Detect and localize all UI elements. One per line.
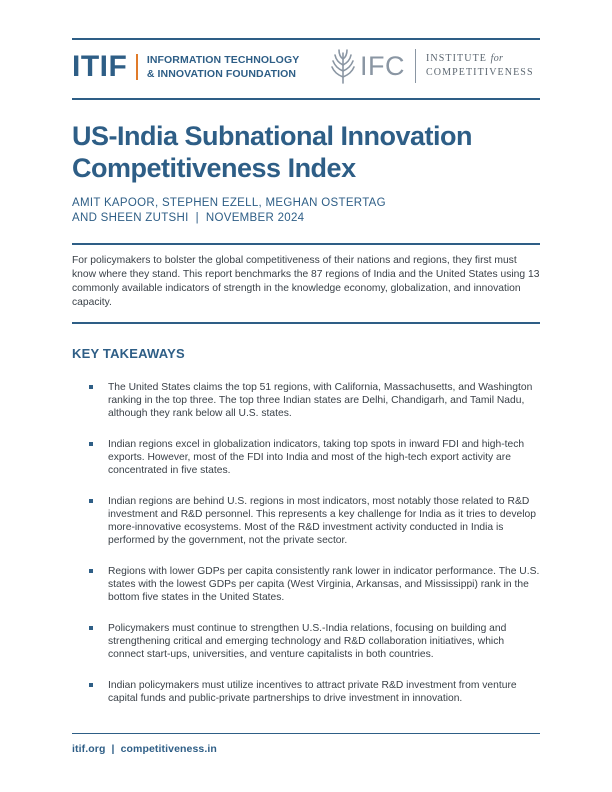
- ifc-full-name: [426, 52, 534, 80]
- takeaway-text: Regions with lower GDPs per capita consistently rank lower in indicator performance. The U.S. states with the lowest GDPs per capita (West Virginia, Arkansas, and Mississippi) rank in the bottom five states in the United States.: [108, 566, 540, 603]
- list-item: [72, 622, 540, 661]
- ifc-name-line1: [426, 52, 534, 66]
- wheat-leaf-icon: [330, 47, 356, 85]
- itif-logo-divider: [136, 54, 138, 80]
- itif-full-name: [147, 53, 300, 81]
- takeaway-text: Indian regions are behind U.S. regions in most indicators, most notably those related to R&D investment and R&D personnel. This represents a key challenge for India as it tries to develop more-innovative ecosystems. Most of the R&D investment activity conducted in India is performed by the government, not the private sector.: [108, 496, 536, 546]
- ifc-logo: [330, 46, 534, 86]
- itif-wordmark: ITIF: [72, 50, 128, 83]
- header-bottom-rule: [72, 98, 540, 100]
- square-bullet-icon: [89, 683, 93, 687]
- itif-name-line2: & INNOVATION FOUNDATION: [146, 68, 297, 80]
- square-bullet-icon: [89, 569, 93, 573]
- footer-rule: [72, 733, 540, 734]
- author-byline-line1: AMIT KAPOOR, STEPHEN EZELL, MEGHAN OSTERTAG: [72, 197, 386, 209]
- takeaway-text: Indian policymakers must utilize incentives to attract private R&D investment from venture capital funds and public-private partnerships to drive investment in innovation.: [108, 680, 517, 704]
- takeaway-text: The United States claims the top 51 regions, with California, Massachusetts, and Washington ranking in the top three. The top three Indian states are Delhi, Chandigarh, and Tamil Nadu, although they rank below all U.S. states.: [108, 382, 533, 419]
- author-byline-line2: AND SHEEN ZUTSHI | NOVEMBER 2024: [72, 212, 305, 224]
- report-title: [72, 120, 542, 184]
- takeaway-text: Indian regions excel in globalization indicators, taking top spots in inward FDI and high-tech exports. However, most of the FDI into India and most of the high-tech export activity are concentrated in five states.: [108, 439, 525, 476]
- ifc-wordmark: IFC: [360, 50, 405, 81]
- ifc-name-institute: INSTITUTE: [426, 53, 491, 64]
- list-item: [72, 679, 540, 705]
- square-bullet-icon: [89, 385, 93, 389]
- header-top-rule: [72, 38, 540, 40]
- list-item: [72, 381, 540, 420]
- key-takeaways-list: [72, 381, 540, 723]
- ifc-logo-divider: [415, 49, 416, 83]
- abstract-top-rule: [72, 243, 540, 245]
- square-bullet-icon: [89, 499, 93, 503]
- footer-links[interactable]: itif.org | competitiveness.in: [72, 743, 217, 755]
- itif-name-line1: INFORMATION TECHNOLOGY: [146, 54, 300, 66]
- ifc-name-for: for: [490, 53, 504, 64]
- takeaway-text: Policymakers must continue to strengthen U.S.-India relations, focusing on building and strengthening critical and emerging technology and R&D collaboration initiatives, which connect start-ups, universities, and venture capitalists in both countries.: [108, 623, 507, 660]
- author-byline: [72, 196, 542, 226]
- report-title-line2: Competitiveness Index: [72, 153, 356, 183]
- square-bullet-icon: [89, 626, 93, 630]
- list-item: [72, 565, 540, 604]
- square-bullet-icon: [89, 442, 93, 446]
- key-takeaways-heading: KEY TAKEAWAYS: [72, 346, 185, 361]
- ifc-name-line2: COMPETITIVENESS: [426, 67, 534, 78]
- itif-logo: [72, 52, 299, 82]
- abstract-bottom-rule: [72, 322, 540, 324]
- abstract-text: For policymakers to bolster the global competitiveness of their nations and regions, they first must know where they stand. This report benchmarks the 87 regions of India and the United States using 13 commonly available indicators of strength in the knowledge economy, globalization, and innovation capacity.: [72, 255, 540, 308]
- report-title-line1: US-India Subnational Innovation: [72, 121, 472, 151]
- list-item: [72, 495, 540, 547]
- list-item: [72, 438, 540, 477]
